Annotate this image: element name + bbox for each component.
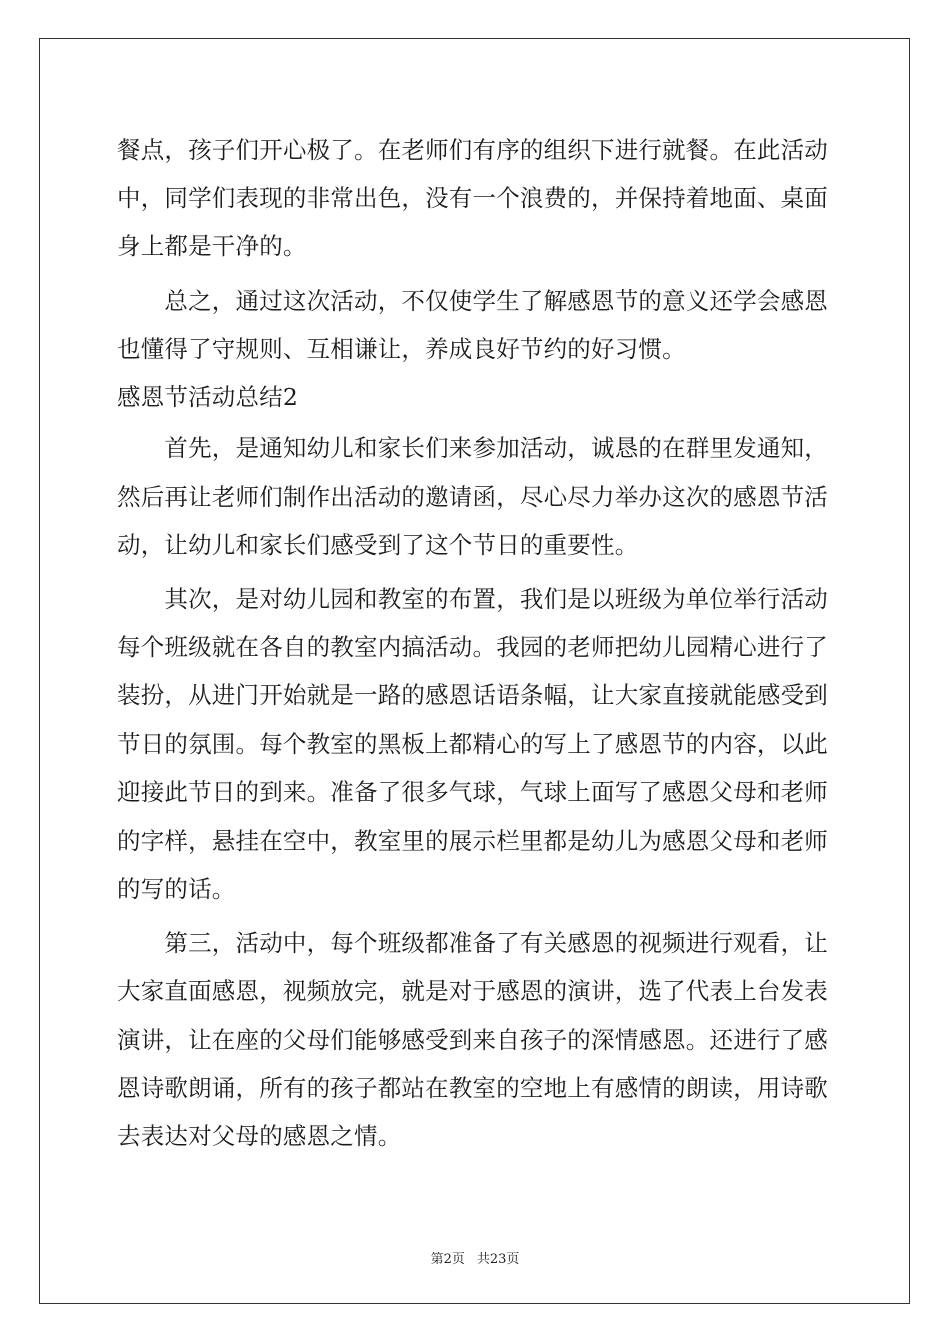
text-line: 恩诗歌朗诵，所有的孩子都站在教室的空地上有感情的朗读，用诗歌 xyxy=(117,1074,828,1102)
text-line: 迎接此节日的到来。准备了很多气球，气球上面写了感恩父母和老师 xyxy=(117,778,828,806)
page-footer xyxy=(0,1248,950,1267)
text-line: 的字样，悬挂在空中，教室里的展示栏里都是幼儿为感恩父母和老师 xyxy=(117,827,828,855)
text-line: 去表达对父母的感恩之情。 xyxy=(117,1122,402,1150)
text-line: 第三，活动中，每个班级都准备了有关感恩的视频进行观看，让 xyxy=(117,929,828,957)
page-total: 共23页 xyxy=(476,1252,520,1267)
text-line: 首先，是通知幼儿和家长们来参加活动，诚恳的在群里发通知， xyxy=(117,434,828,462)
page-border xyxy=(39,38,910,1304)
text-line: 大家直面感恩，视频放完，就是对于感恩的演讲，选了代表上台发表 xyxy=(117,977,828,1005)
text-line: 餐点，孩子们开心极了。在老师们有序的组织下进行就餐。在此活动 xyxy=(117,136,828,164)
text-line: 身上都是干净的。 xyxy=(117,232,307,260)
text-line: 也懂得了守规则、互相谦让，养成良好节约的好习惯。 xyxy=(117,335,686,363)
text-line: 装扮，从进门开始就是一路的感恩话语条幅，让大家直接就能感受到 xyxy=(117,681,828,709)
text-line: 演讲，让在座的父母们能够感受到来自孩子的深情感恩。还进行了感 xyxy=(117,1026,828,1054)
page-number: 第2页 xyxy=(430,1252,465,1267)
text-line: 总之，通过这次活动，不仅使学生了解感恩节的意义还学会感恩 xyxy=(117,287,828,315)
text-line: 每个班级就在各自的教室内搞活动。我园的老师把幼儿园精心进行了 xyxy=(117,633,828,661)
text-line: 其次，是对幼儿园和教室的布置，我们是以班级为单位举行活动 xyxy=(117,585,828,613)
text-line: 的写的话。 xyxy=(117,875,236,903)
text-line: 节日的氛围。每个教室的黑板上都精心的写上了感恩节的内容，以此 xyxy=(117,730,828,758)
text-line: 然后再让老师们制作出活动的邀请函，尽心尽力举办这次的感恩节活 xyxy=(117,483,828,511)
text-line: 动，让幼儿和家长们感受到了这个节日的重要性。 xyxy=(117,531,639,559)
section-heading: 感恩节活动总结2 xyxy=(117,383,299,411)
text-line: 中，同学们表现的非常出色，没有一个浪费的，并保持着地面、桌面 xyxy=(117,184,828,212)
